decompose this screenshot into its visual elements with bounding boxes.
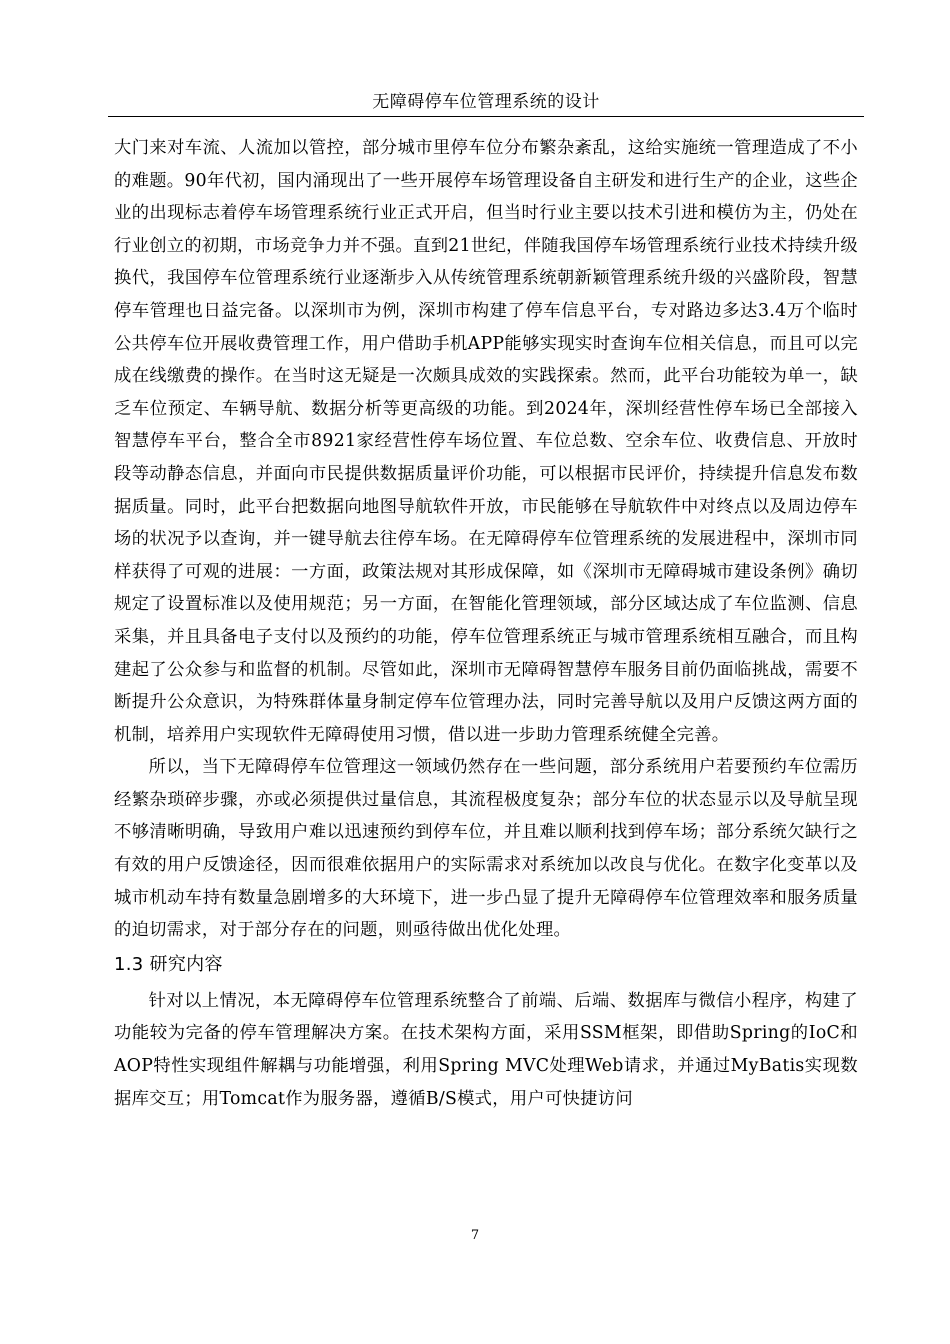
running-title: 无障碍停车位管理系统的设计 [372, 92, 600, 112]
section-heading: 1.3 研究内容 [114, 953, 223, 975]
paragraph-problems: 所以，当下无障碍停车位管理这一领域仍然存在一些问题，部分系统用户若要预约车位需历经繁杂琐碎步骤，亦或必须提供过量信息，其流程极度复杂；部分车位的状态显示以及导航呈现不够清晰明确，导致用户难以迅速预约到停车位，并且难以顺利找到停车场；部分系统欠缺行之有效的用户反馈途径，因而很难依据用户的实际需求对系统加以改良与优化。在数字化变革以及城市机动车持有数量急剧增多的大环境下，进一步凸显了提升无障碍停车位管理效率和服务质量的迫切需求，对于部分存在的问题，则亟待做出优化处理。 [114, 757, 858, 941]
page-header [108, 88, 864, 117]
page-number: 7 [470, 1228, 480, 1243]
body-text [114, 132, 858, 1115]
paragraph-continued: 大门来对车流、人流加以管控，部分城市里停车位分布繁杂紊乱，这给实施统一管理造成了不小的难题。90年代初，国内涌现出了一些开展停车场管理设备自主研发和进行生产的企业，这些企业的出现标志着停车场管理系统行业正式开启，但当时行业主要以技术引进和模仿为主，仍处在行业创立的初期，市场竞争力并不强。直到21世纪，伴随我国停车场管理系统行业技术持续升级换代，我国停车位管理系统行业逐渐步入从传统管理系统朝新颖管理系统升级的兴盛阶段，智慧停车管理也日益完备。以深圳市为例，深圳市构建了停车信息平台，专对路边多达3.4万个临时公共停车位开展收费管理工作，用户借助手机APP能够实现实时查询车位相关信息，而且可以完成在线缴费的操作。在当时这无疑是一次颇具成效的实践探索。然而，此平台功能较为单一，缺乏车位预定、车辆导航、数据分析等更高级的功能。到2024年，深圳经营性停车场已全部接入智慧停车平台，整合全市8921家经营性停车场位置、车位总数、空余车位、收费信息、开放时段等动静态信息，并面向市民提供数据质量评价功能，可以根据市民评价，持续提升信息发布数据质量。同时，此平台把数据向地图导航软件开放，市民能够在导航软件中对终点以及周边停车场的状况予以查询，并一键导航去往停车场。在无障碍停车位管理系统的发展进程中，深圳市同样获得了可观的进展：一方面，政策法规对其形成保障，如《深圳市无障碍城市建设条例》确切规定了设置标准以及使用规范；另一方面，在智能化管理领域，部分区域达成了车位监测、信息采集，并且具备电子支付以及预约的功能，停车位管理系统正与城市管理系统相互融合，而且构建起了公众参与和监督的机制。尽管如此，深圳市无障碍智慧停车服务目前仍面临挑战，需要不断提升公众意识，为特殊群体量身制定停车位管理办法，同时完善导航以及用户反馈这两方面的机制，培养用户实现软件无障碍使用习惯，借以进一步助力管理系统健全完善。 [114, 138, 858, 745]
paragraph-research-content: 针对以上情况，本无障碍停车位管理系统整合了前端、后端、数据库与微信小程序，构建了功能较为完备的停车管理解决方案。在技术架构方面，采用SSM框架，即借助Spring的IoC和AOP特性实现组件解耦与功能增强，利用Spring MVC处理Web请求，并通过MyBatis实现数据库交互；用Tomcat作为服务器，遵循B/S模式，用户可快捷访问 [114, 990, 858, 1109]
